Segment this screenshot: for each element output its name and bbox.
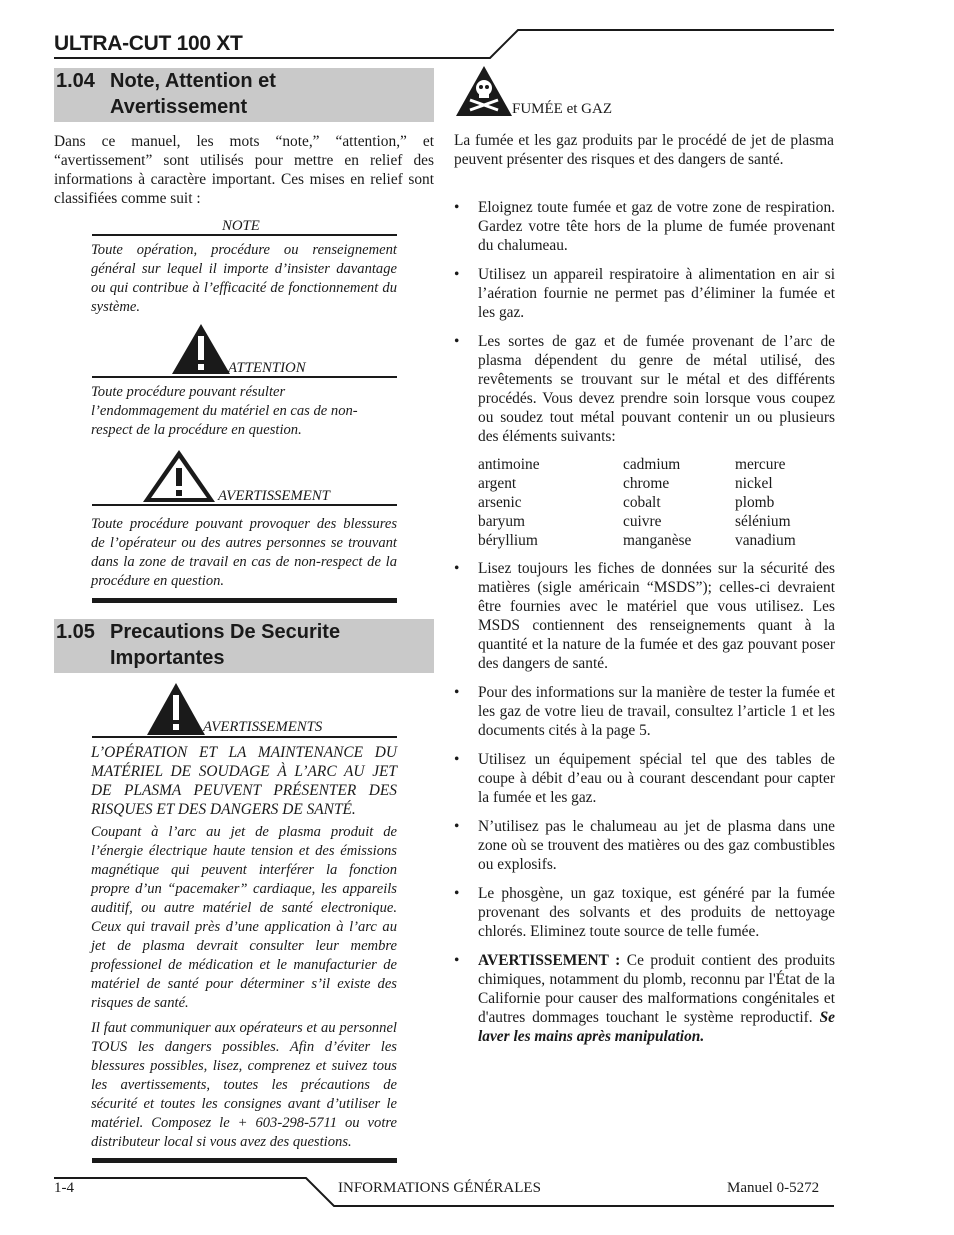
avertissement-rule [92, 504, 397, 506]
section-title-line1: Precautions De Securite [110, 621, 341, 643]
bullet-text: Pour des informations sur la manière de tester la fumée et les gaz de votre lieu de travail, consultez l’article 1 et les documents cités à la page 5. [478, 684, 835, 739]
footer-manual-number: Manuel 0-5272 [727, 1180, 820, 1196]
bullet-text: Les sortes de gaz et de fumée provenant de l’arc de plasma dépendent du genre de métal utilisé, des revêtements se trouvant sur le métal et des différents procédés. Vous devez prendre soin lorsque vous coupez ou soudez tout métal pouvant contenir un ou plusieurs des éléments suivants: [478, 333, 835, 445]
skull-crossbones-icon [454, 64, 514, 118]
metal: béryllium [478, 532, 538, 549]
section-heading-1-05 [54, 619, 434, 673]
bullet-item [454, 683, 834, 743]
metal: sélénium [735, 513, 791, 530]
avertissement-rule-bottom [92, 598, 397, 603]
intro-paragraph: Dans ce manuel, les mots “note,” “attention,” et “avertissement” sont utilisés pour mettre en relief des informations à caractère important. Ces mises en relief sont classifiées comme suit : [54, 133, 434, 207]
avertissements-label: AVERTISSEMENTS [203, 719, 323, 735]
footer-page-number: 1-4 [54, 1180, 74, 1196]
metal: argent [478, 475, 517, 492]
attention-text: Toute procédure pouvant résulter l’endommagement du matériel en cas de non-respect de la procédure en question. [91, 384, 358, 438]
metals-col-1 [478, 455, 540, 550]
bullet-item [454, 559, 834, 679]
section-title-line2: Avertissement [110, 96, 248, 118]
avertissements-rule [92, 736, 397, 738]
metal: antimoine [478, 456, 540, 473]
note-rule-top [92, 234, 397, 236]
bullet-text: Lisez toujours les fiches de données sur la sécurité des matières (sigle américain “MSDS”); celles-ci devraient être fournies avec le matériel que vous utilisez. Les MSDS contiennent des renseignements quant à la quantité et la nature de la fumée et des gaz pouvant poser des dangers de santé. [478, 560, 835, 672]
section-number: 1.04 [56, 70, 95, 92]
metal: vanadium [735, 532, 796, 549]
avertissement-label: AVERTISSEMENT [218, 488, 330, 504]
metal: manganèse [623, 532, 692, 549]
bullet-dot: • [454, 684, 460, 701]
communiquer-text: Il faut communiquer aux opérateurs et au personnel TOUS les dangers possibles. Afin d’éviter les blessures possibles, lisez, comprenez et suivez tous les avertissements, toutes les précautions de sécurité et toutes les consignes avant d’utiliser le matériel. Composez le + 603-298-5711 ou votre distributeur local si vous avez des questions. [91, 1020, 397, 1150]
bullet-dot: • [454, 751, 460, 768]
bullet-dot: • [454, 199, 460, 216]
bullet-text: Utilisez un équipement spécial tel que des tables de coupe à débit d’eau ou à courant descendant pour capter la fumée et les gaz. [478, 751, 835, 806]
fumee-label: FUMÉE et GAZ [512, 101, 612, 117]
bullet-text [478, 951, 835, 1046]
caution-triangle-icon [145, 681, 207, 737]
metal: cobalt [623, 494, 661, 511]
bullet-dot: • [454, 560, 460, 577]
bullet-dot: • [454, 818, 460, 835]
bullet-item [454, 332, 834, 452]
metals-col-2 [623, 455, 691, 550]
metal: chrome [623, 475, 670, 492]
metals-col-3 [735, 455, 796, 550]
metal: mercure [735, 456, 786, 473]
bullet-text: Eloignez toute fumée et gaz de votre zone de respiration. Gardez votre tête hors de la plume de fumée provenant du chalumeau. [478, 199, 835, 254]
footer-section-title: INFORMATIONS GÉNÉRALES [338, 1180, 541, 1196]
section-title-line2: Importantes [110, 647, 225, 669]
warning-bold: AVERTISSEMENT : [478, 952, 621, 969]
bullet-dot: • [454, 333, 460, 350]
pacemaker-text: Coupant à l’arc au jet de plasma produit de l’énergie électrique haute tension et des émissions magnétique qui peuvent interférer la fonction propre d’un “pacemaker” cardiaque, les appareils auditif, ou autre matériel de santé electronique. Ceux qui travail près d’une application à l’arc au jet de plasma devrait consulter leur membre professionel de médication et le manufacturier de matériel de santé pour déterminer s’il existe des risques de santé. [91, 824, 397, 1011]
note-label: NOTE [222, 218, 260, 234]
bullet-item [454, 198, 834, 258]
bullet-dot: • [454, 885, 460, 902]
fumee-intro: La fumée et les gaz produits par le procédé de jet de plasma peuvent présenter des risques et des dangers de santé. [454, 132, 834, 168]
metal: cadmium [623, 456, 681, 473]
section-heading-1-04 [54, 68, 434, 122]
bullet-dot: • [454, 266, 460, 283]
avertissement-text: Toute procédure pouvant provoquer des blessures de l’opérateur ou des autres personnes se trouvant dans la zone de travail en cas de non-respect de la procédure en question. [91, 516, 397, 589]
metal: nickel [735, 475, 773, 492]
bullet-item [454, 817, 834, 877]
attention-label: ATTENTION [228, 360, 306, 376]
bullet-text: Utilisez un appareil respiratoire à alimentation en air si l’aération fournie ne permet pas d’éliminer la fumée et les gaz. [478, 266, 835, 321]
metal: plomb [735, 494, 775, 511]
metal: baryum [478, 513, 526, 530]
avertissements-rule-bottom [92, 1158, 397, 1163]
bullet-item [454, 750, 834, 810]
bullet-dot: • [454, 952, 460, 969]
warning-text: Ce produit contient des produits chimiques, notamment du plomb, reconnu par l'État de la Californie pour causer des malformations congénitales et d'autres dommages touchant le système reproductif. [478, 952, 835, 1026]
metal: arsenic [478, 494, 522, 511]
bullet-item-california [454, 951, 834, 1051]
bullet-item [454, 884, 834, 944]
metal: cuivre [623, 513, 662, 530]
bullet-text: N’utilisez pas le chalumeau au jet de plasma dans une zone où se trouvent des matières ou des gaz combustibles ou explosifs. [478, 818, 835, 873]
warning-bold-italic: Se laver les mains après manipulation. [478, 1009, 835, 1045]
note-text: Toute opération, procédure ou renseignement général sur lequel il importe d’insister davantage ou qui contribue à l’efficacité de fonctionnement du système. [91, 242, 397, 315]
caps-warning-text: L’OPÉRATION ET LA MAINTENANCE DU MATÉRIEL DE SOUDAGE À L’ARC AU JET DE PLASMA PEUVENT PRÉSENTER DES RISQUES ET DES DANGERS DE SANTÉ. [91, 744, 397, 818]
document-title: ULTRA-CUT 100 XT [54, 32, 243, 55]
bullet-text: Le phosgène, un gaz toxique, est généré par la fumée provenant des solvants et des produits de nettoyage chlorés. Eliminez toute source de telle fumée. [478, 885, 835, 940]
section-number: 1.05 [56, 621, 95, 643]
section-title-line1: Note, Attention et [110, 70, 276, 92]
bullet-item [454, 265, 834, 325]
warning-triangle-icon [141, 448, 217, 504]
attention-rule [92, 376, 397, 378]
caution-triangle-icon [170, 322, 232, 376]
